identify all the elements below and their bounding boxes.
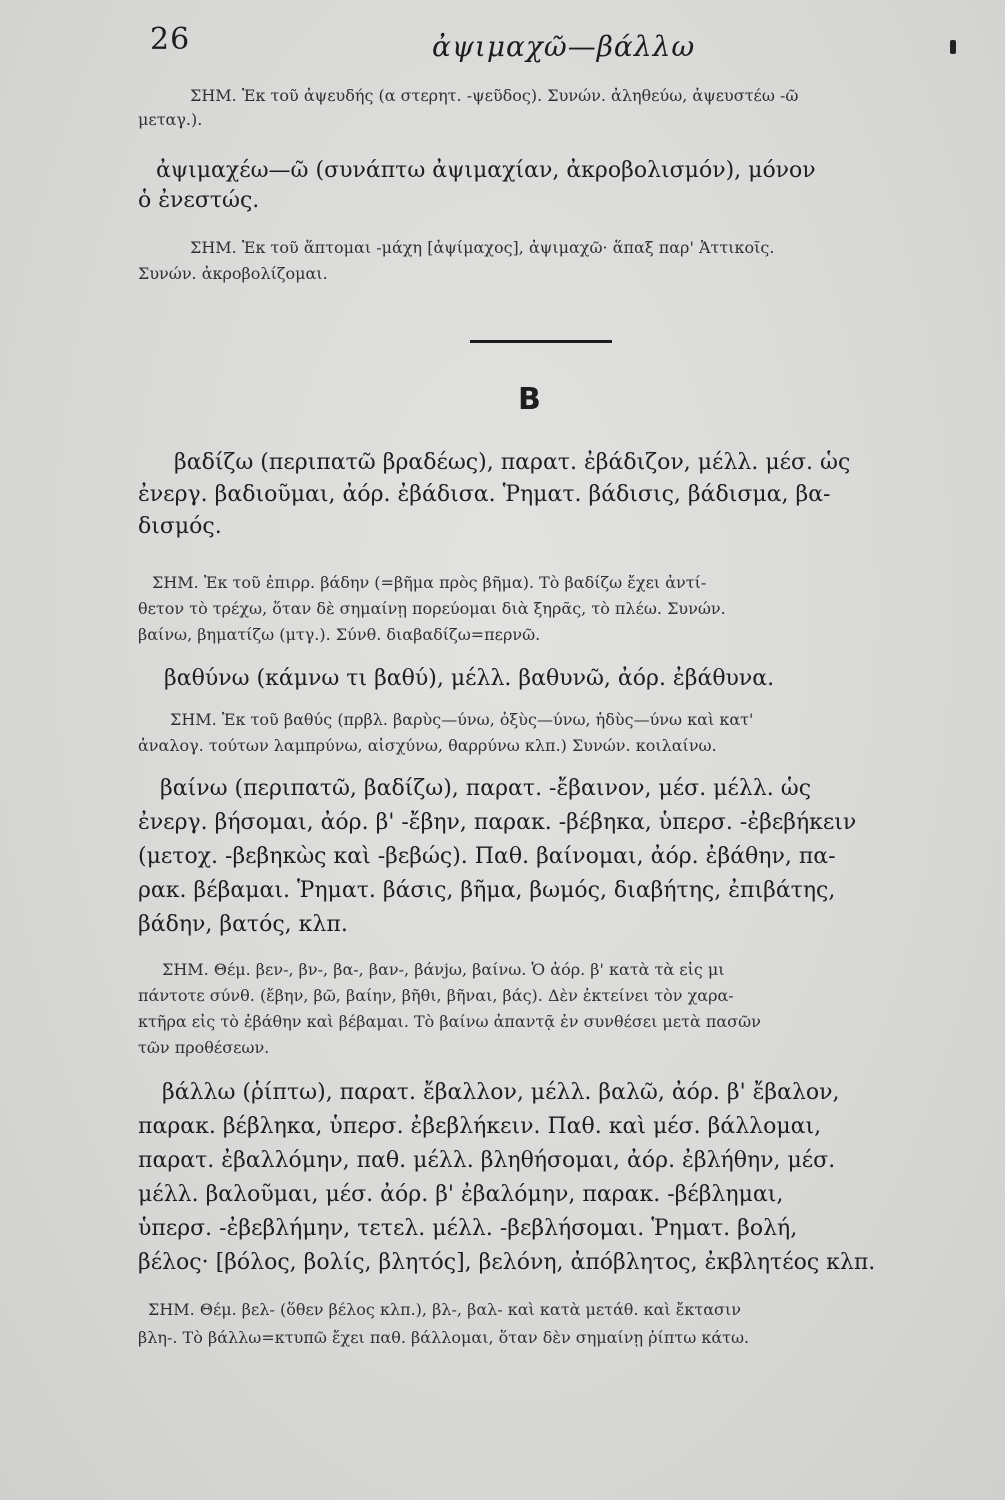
entry-line: βαθύνω (κάμνω τι βαθύ), μέλλ. βαθυνῶ, ἀόρ. ἐβάθυνα. — [164, 666, 775, 691]
page-number: 26 — [150, 22, 191, 57]
entry-line: βάλλω (ῥίπτω), παρατ. ἔβαλλον, μέλλ. βαλῶ, ἀόρ. β' ἔβαλον, — [162, 1080, 840, 1105]
note-line: πάντοτε σύνθ. (ἔβην, βῶ, βαίην, βῆθι, βῆναι, βάς). Δὲν ἐκτείνει τὸν χαρα- — [138, 986, 734, 1005]
entry-line: δισμός. — [138, 514, 222, 539]
entry-line: (μετοχ. -βεβηκὼς καὶ -βεβώς). Παθ. βαίνομαι, ἀόρ. ἐβάθην, πα- — [138, 844, 836, 869]
note-line: ἀναλογ. τούτων λαμπρύνω, αἰσχύνω, θαρρύνω κλπ.) Συνών. κοιλαίνω. — [138, 736, 717, 755]
entry-line: βαδίζω (περιπατῶ βραδέως), παρατ. ἐβάδιζον, μέλλ. μέσ. ὡς — [174, 450, 851, 475]
note-line: βλη-. Τὸ βάλλω=κτυπῶ ἔχει παθ. βάλλομαι, ὅταν δὲν σημαίνῃ ῥίπτω κάτω. — [138, 1328, 750, 1347]
entry-line: ρακ. βέβαμαι. Ῥηματ. βάσις, βῆμα, βωμός, διαβήτης, ἐπιβάτης, — [138, 878, 836, 903]
entry-badizo — [138, 452, 938, 538]
entry-line: ἀψιμαχέω—ῶ (συνάπτω ἀψιμαχίαν, ἀκροβολισμόν), μόνον — [156, 158, 816, 183]
note-line: ΣΗΜ. Ἐκ τοῦ ἅπτομαι -μάχη [ἀψίμαχος], ἀψιμαχῶ· ἅπαξ παρ' Ἀττικοῖς. — [190, 238, 775, 257]
note-line: μεταγ.). — [138, 110, 203, 129]
note-apsimacheo — [138, 240, 938, 282]
ink-mark — [950, 40, 956, 54]
entry-line: βαίνω (περιπατῶ, βαδίζω), παρατ. -ἔβαινον, μέσ. μέλλ. ὡς — [160, 776, 812, 801]
section-letter: Β — [518, 382, 541, 417]
entry-line: ἐνεργ. βαδιοῦμαι, ἀόρ. ἐβάδισα. Ῥηματ. βάδισις, βάδισμα, βα- — [138, 482, 831, 507]
section-divider — [470, 340, 612, 343]
note-bathyno — [138, 712, 938, 754]
note-line: ΣΗΜ. Ἐκ τοῦ ἀψευδής (α στερητ. -ψεῦδος). Συνών. ἀληθεύω, ἀψευστέω -ῶ — [190, 86, 799, 105]
entry-line: ὑπερσ. -ἐβεβλήμην, τετελ. μέλλ. -βεβλήσομαι. Ῥηματ. βολή, — [138, 1216, 798, 1241]
entry-baino — [138, 778, 938, 936]
note-line: κτῆρα εἰς τὸ ἐβάθην καὶ βέβαμαι. Τὸ βαίνω ἀπαντᾷ ἐν συνθέσει μετὰ πασῶν — [138, 1012, 761, 1031]
note-badizo — [138, 575, 938, 643]
entry-line: ὁ ἐνεστώς. — [138, 188, 260, 213]
note-line: ΣΗΜ. Θέμ. βελ- (ὅθεν βέλος κλπ.), βλ-, βαλ- καὶ κατὰ μετάθ. καὶ ἔκτασιν — [148, 1300, 741, 1319]
entry-ballo — [138, 1082, 938, 1274]
entry-apsimacheo — [138, 160, 938, 212]
note-ballo — [138, 1302, 938, 1346]
note-line: θετον τὸ τρέχω, ὅταν δὲ σημαίνῃ πορεύομαι διὰ ξηρᾶς, τὸ πλέω. Συνών. — [138, 599, 726, 618]
entry-line: μέλλ. βαλοῦμαι, μέσ. ἀόρ. β' ἐβαλόμην, παρακ. -βέβλημαι, — [138, 1182, 784, 1207]
entry-bathyno — [138, 668, 938, 690]
note-baino — [138, 962, 938, 1056]
note-line: τῶν προθέσεων. — [138, 1038, 270, 1057]
running-head: ἀψιμαχῶ—βάλλω — [432, 30, 696, 63]
entry-line: βάδην, βατός, κλπ. — [138, 912, 348, 937]
entry-line: βέλος· [βόλος, βολίς, βλητός], βελόνη, ἀπόβλητος, ἐκβλητέος κλπ. — [138, 1250, 876, 1275]
note-line: Συνών. ἀκροβολίζομαι. — [138, 264, 328, 283]
note-line: ΣΗΜ. Θέμ. βεν-, βν-, βα-, βαν-, βάνjω, βαίνω. Ὁ ἀόρ. β' κατὰ τὰ εἰς μι — [162, 960, 725, 979]
note-apseudis — [138, 88, 938, 128]
note-line: ΣΗΜ. Ἐκ τοῦ βαθύς (πρβλ. βαρὺς—ύνω, ὀξὺς—ύνω, ἡδὺς—ύνω καὶ κατ' — [170, 710, 754, 729]
note-line: ΣΗΜ. Ἐκ τοῦ ἐπιρρ. βάδην (=βῆμα πρὸς βῆμα). Τὸ βαδίζω ἔχει ἀντί- — [152, 573, 707, 592]
entry-line: παρατ. ἐβαλλόμην, παθ. μέλλ. βληθήσομαι, ἀόρ. ἐβλήθην, μέσ. — [138, 1148, 836, 1173]
entry-line: παρακ. βέβληκα, ὑπερσ. ἐβεβλήκειν. Παθ. καὶ μέσ. βάλλομαι, — [138, 1114, 822, 1139]
note-line: βαίνω, βηματίζω (μτγ.). Σύνθ. διαβαδίζω=περνῶ. — [138, 625, 541, 644]
entry-line: ἐνεργ. βήσομαι, ἀόρ. β' -ἔβην, παρακ. -βέβηκα, ὑπερσ. -ἐβεβήκειν — [138, 810, 857, 835]
